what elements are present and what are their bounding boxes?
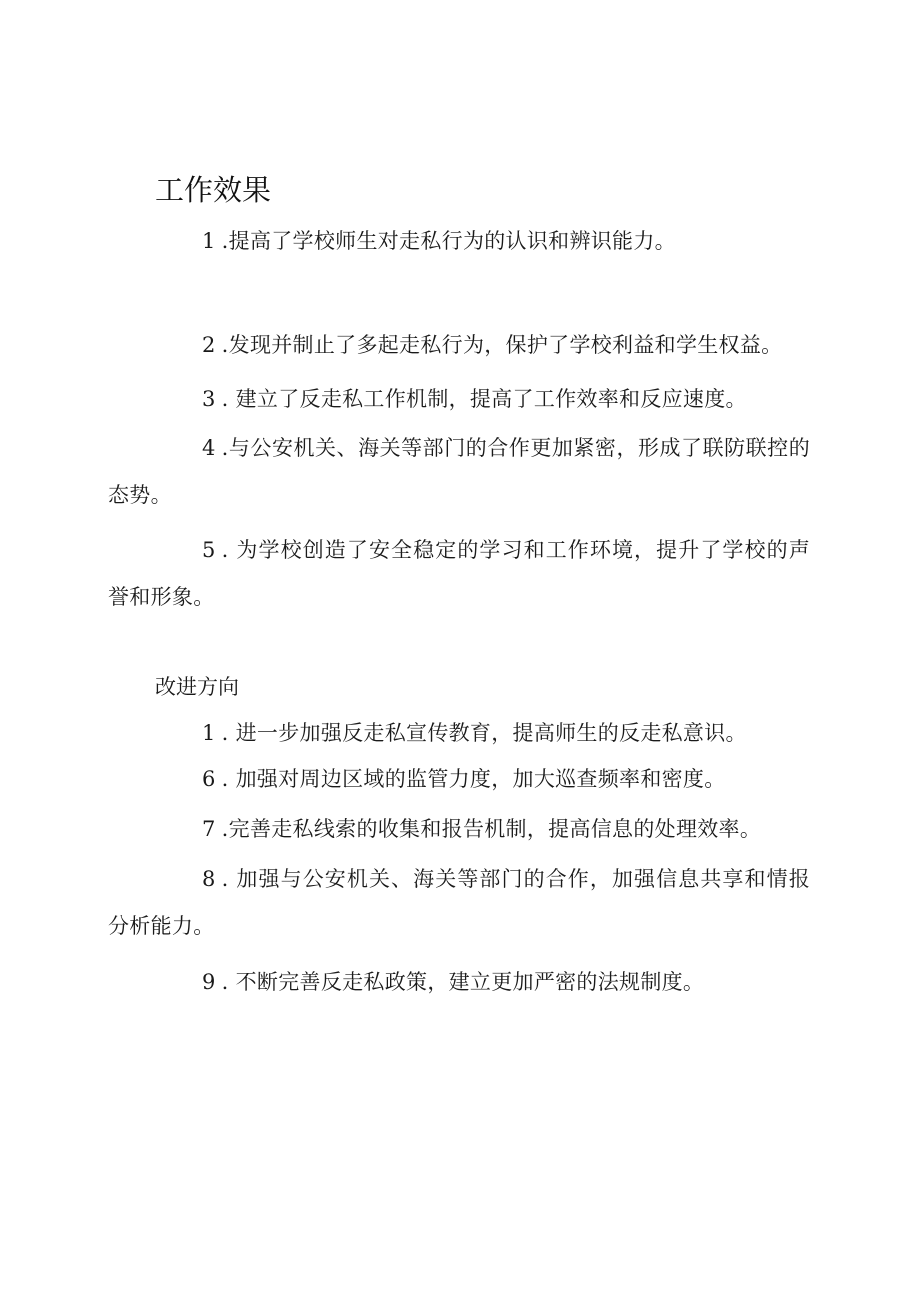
- item-text: .完善走私线索的收集和报告机制，提高信息的处理效率。: [221, 817, 762, 841]
- item-text: . 加强对周边区域的监管力度，加大巡查频率和密度。: [221, 767, 726, 791]
- item-number: 1: [202, 721, 216, 745]
- item-number: 4: [202, 436, 216, 460]
- list-item: [108, 710, 810, 757]
- item-text: .与公安机关、海关等部门的合作更加紧密，形成了联防联控的态势。: [108, 436, 810, 507]
- list-item: [108, 322, 810, 369]
- item-number: 2: [202, 333, 216, 357]
- list-item: [108, 856, 810, 950]
- item-text: . 不断完善反走私政策，建立更加严密的法规制度。: [221, 970, 705, 994]
- item-text: .提高了学校师生对走私行为的认识和辨识能力。: [221, 229, 676, 253]
- list-item: [108, 959, 810, 1006]
- section-title-work-results: 工作效果: [155, 173, 272, 207]
- list-item: [108, 527, 810, 621]
- item-number: 3: [202, 387, 216, 411]
- list-item: [108, 425, 810, 519]
- list-item: [108, 806, 810, 853]
- item-text: . 加强与公安机关、海关等部门的合作，加强信息共享和情报分析能力。: [108, 867, 810, 938]
- item-number: 7: [202, 817, 216, 841]
- item-number: 5: [202, 538, 216, 562]
- item-text: . 为学校创造了安全稳定的学习和工作环境，提升了学校的声誉和形象。: [108, 538, 810, 609]
- section-title-improvement-direction: 改进方向: [155, 675, 239, 699]
- list-item: [108, 218, 810, 265]
- list-item: [108, 376, 810, 423]
- item-text: . 建立了反走私工作机制，提高了工作效率和反应速度。: [221, 387, 747, 411]
- item-number: 8: [202, 867, 216, 891]
- list-item: [108, 756, 810, 803]
- item-text: .发现并制止了多起走私行为，保护了学校利益和学生权益。: [221, 333, 783, 357]
- item-number: 6: [202, 767, 216, 791]
- item-number: 1: [202, 229, 216, 253]
- item-text: . 进一步加强反走私宣传教育，提高师生的反走私意识。: [221, 721, 747, 745]
- item-number: 9: [202, 970, 216, 994]
